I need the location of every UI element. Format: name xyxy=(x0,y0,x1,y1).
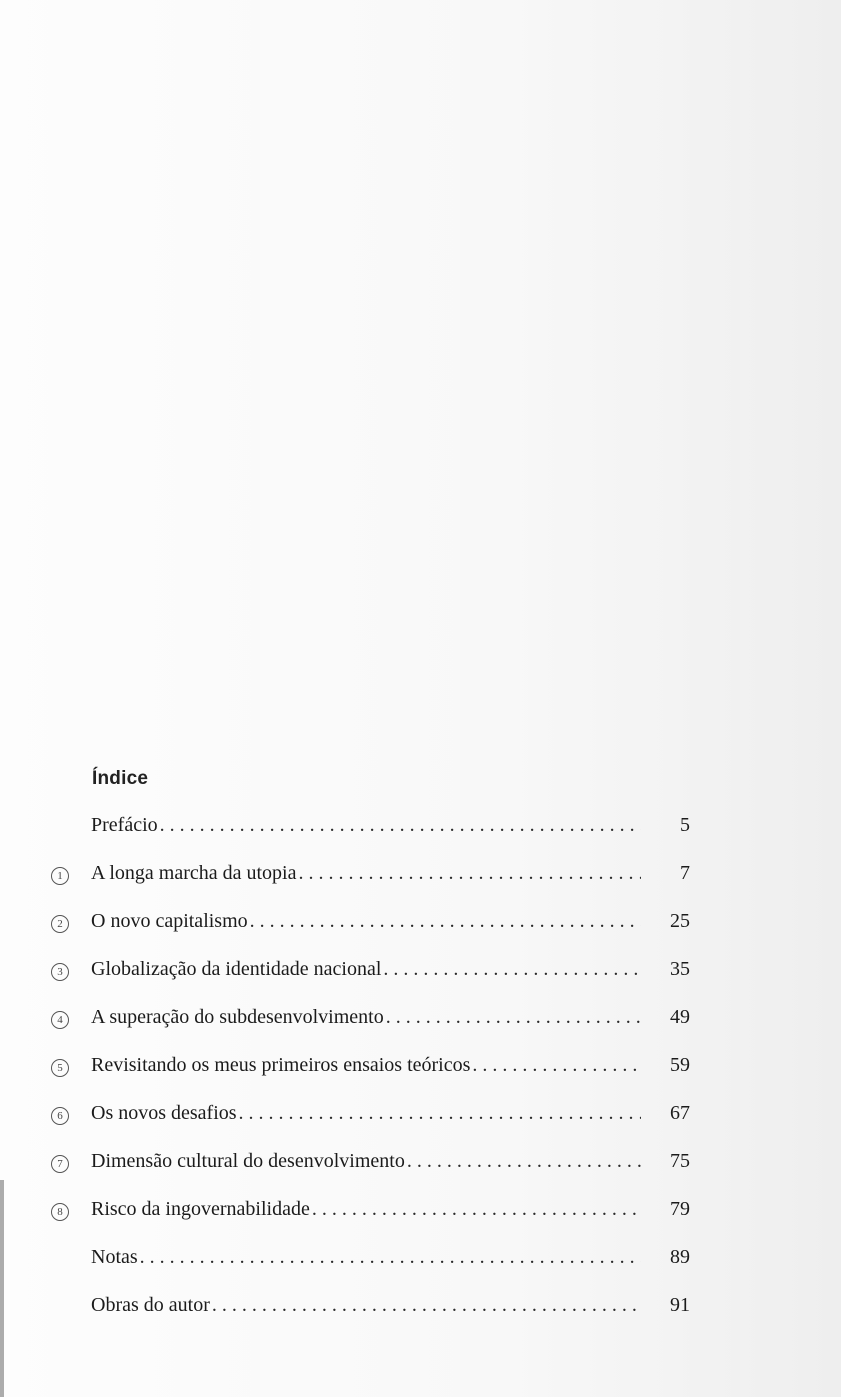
chapter-number-circle-icon: 7 xyxy=(51,1155,69,1173)
toc-entry-line xyxy=(91,1054,641,1082)
toc-entry-chapter-4[interactable] xyxy=(0,1006,841,1038)
toc-entry-page: 7 xyxy=(680,862,690,884)
chapter-number-circle-icon: 2 xyxy=(51,915,69,933)
chapter-number-circle-icon: 6 xyxy=(51,1107,69,1125)
chapter-number-circle-icon: 5 xyxy=(51,1059,69,1077)
dot-leader xyxy=(472,1054,641,1077)
toc-entry-title: O novo capitalismo xyxy=(91,910,248,932)
toc-heading: Índice xyxy=(92,768,149,789)
dot-leader xyxy=(250,910,641,933)
dot-leader xyxy=(140,1246,641,1269)
toc-entry-chapter-1[interactable] xyxy=(0,862,841,894)
toc-entry-title: Prefácio xyxy=(91,814,158,836)
toc-entry-chapter-2[interactable] xyxy=(0,910,841,942)
toc-entry-line xyxy=(91,1294,641,1322)
chapter-number-circle-icon: 4 xyxy=(51,1011,69,1029)
dot-leader xyxy=(239,1102,641,1125)
dot-leader xyxy=(299,862,642,885)
toc-entry-chapter-6[interactable] xyxy=(0,1102,841,1134)
toc-entry-line xyxy=(91,1198,641,1226)
toc-entry-line xyxy=(91,910,641,938)
dot-leader xyxy=(386,1006,641,1029)
toc-entry-line xyxy=(91,1102,641,1130)
chapter-number-circle-icon: 8 xyxy=(51,1203,69,1221)
toc-entry-page: 5 xyxy=(680,814,690,836)
toc-entry-line xyxy=(91,958,641,986)
toc-entry-title: Notas xyxy=(91,1246,138,1268)
dot-leader xyxy=(407,1150,641,1173)
toc-entry-chapter-3[interactable] xyxy=(0,958,841,990)
toc-entry-page: 35 xyxy=(670,958,690,980)
toc-entry-title: Obras do autor xyxy=(91,1294,210,1316)
dot-leader xyxy=(312,1198,641,1221)
toc-entry-notes[interactable] xyxy=(0,1246,841,1278)
toc-entry-line xyxy=(91,814,641,842)
toc-entry-author-works[interactable] xyxy=(0,1294,841,1326)
toc-entry-chapter-5[interactable] xyxy=(0,1054,841,1086)
toc-entry-title: A superação do subdesenvolvimento xyxy=(91,1006,384,1028)
dot-leader xyxy=(212,1294,641,1317)
toc-entry-chapter-7[interactable] xyxy=(0,1150,841,1182)
toc-entry-line xyxy=(91,1006,641,1034)
toc-entry-page: 89 xyxy=(670,1246,690,1268)
toc-entry-page: 91 xyxy=(670,1294,690,1316)
toc-entry-title: Globalização da identidade nacional xyxy=(91,958,382,980)
dot-leader xyxy=(383,958,641,981)
toc-entry-line xyxy=(91,1150,641,1178)
chapter-number-circle-icon: 1 xyxy=(51,867,69,885)
dot-leader xyxy=(160,814,641,837)
toc-entry-chapter-8[interactable] xyxy=(0,1198,841,1230)
toc-entry-page: 49 xyxy=(670,1006,690,1028)
toc-entry-line xyxy=(91,1246,641,1274)
toc-entry-page: 25 xyxy=(670,910,690,932)
toc-entry-preface[interactable] xyxy=(0,814,841,846)
toc-entry-page: 79 xyxy=(670,1198,690,1220)
toc-entry-page: 75 xyxy=(670,1150,690,1172)
toc-entry-title: A longa marcha da utopia xyxy=(91,862,297,884)
toc-entry-page: 67 xyxy=(670,1102,690,1124)
toc-entry-line xyxy=(91,862,641,890)
chapter-number-circle-icon: 3 xyxy=(51,963,69,981)
toc-entry-title: Dimensão cultural do desenvolvimento xyxy=(91,1150,405,1172)
toc-entry-title: Risco da ingovernabilidade xyxy=(91,1198,310,1220)
toc-entry-page: 59 xyxy=(670,1054,690,1076)
toc-entry-title: Revisitando os meus primeiros ensaios teóricos xyxy=(91,1054,471,1076)
toc-entry-title: Os novos desafios xyxy=(91,1102,237,1124)
